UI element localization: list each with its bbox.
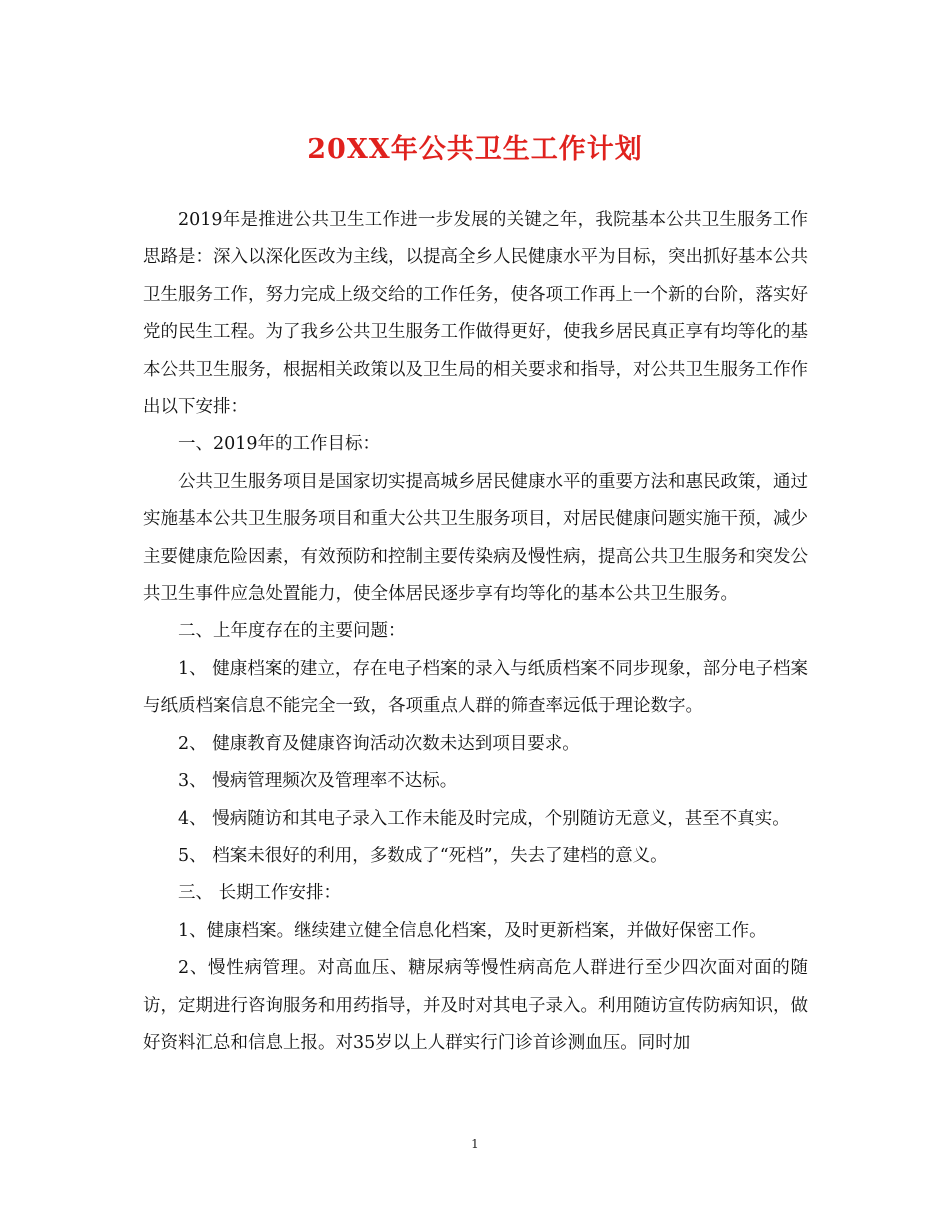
problem-item-3: 3、 慢病管理频次及管理率不达标。 [178, 771, 458, 792]
document-title: 20XX年公共卫生工作计划 [307, 134, 643, 165]
heading-goals: 一、2019年的工作目标： [178, 434, 381, 455]
problem-item-4: 4、 慢病随访和其电子录入工作未能及时完成，个别随访无意义，甚至不真实。 [178, 808, 790, 829]
page-number: 1 [471, 1137, 479, 1151]
heading-long-term-plan: 三、 长期工作安排： [178, 883, 342, 904]
heading-problems: 二、上年度存在的主要问题： [178, 621, 406, 642]
paragraph-goals: 公共卫生服务项目是国家切实提高城乡居民健康水平的重要方法和惠民政策，通过实施基本公共卫生服务项目和重大公共卫生服务项目，对居民健康问题实施干预，减少主要健康危险因素，有效预防和控制主要传染病及慢性病，提高公共卫生服务和突发公共卫生事件应急处置能力，使全体居民逐步享有均等化的基本公共卫生服务。 [143, 471, 808, 605]
problem-item-2: 2、 健康教育及健康咨询活动次数未达到项目要求。 [178, 733, 580, 754]
paragraph-intro: 2019年是推进公共卫生工作进一步发展的关键之年，我院基本公共卫生服务工作思路是：深入以深化医改为主线，以提高全乡人民健康水平为目标，突出抓好基本公共卫生服务工作，努力完成上级交给的工作任务，使各项工作再上一个新的台阶，落实好党的民生工程。为了我乡公共卫生服务工作做得更好，使我乡居民真正享有均等化的基本公共卫生服务，根据相关政策以及卫生局的相关要求和指导，对公共卫生服务工作作出以下安排： [143, 210, 808, 418]
plan-item-2: 2、慢性病管理。对高血压、糖尿病等慢性病高危人群进行至少四次面对面的随访，定期进行咨询服务和用药指导，并及时对其电子录入。利用随访宣传防病知识，做好资料汇总和信息上报。对35岁以上人群实行门诊首诊测血压。同时加 [143, 958, 808, 1053]
problem-item-5: 5、 档案未很好的利用，多数成了“死档”，失去了建档的意义。 [178, 845, 668, 866]
problem-item-1: 1、 健康档案的建立，存在电子档案的录入与纸质档案不同步现象，部分电子档案与纸质档案信息不能完全一致，各项重点人群的筛查率远低于理论数字。 [143, 658, 808, 717]
plan-item-1: 1、健康档案。继续建立健全信息化档案，及时更新档案，并做好保密工作。 [178, 920, 767, 941]
document-body [143, 202, 808, 1062]
